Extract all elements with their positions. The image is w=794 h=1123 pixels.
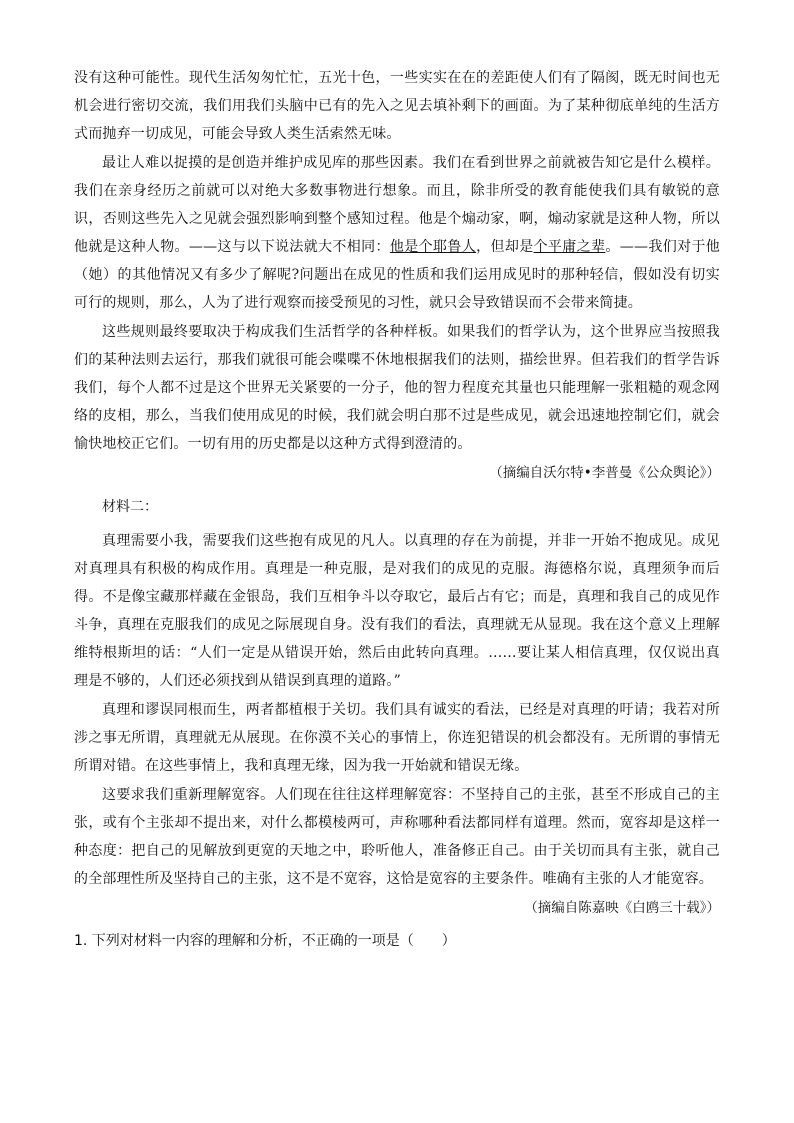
material1-p2-text-a: 最让人难以捉摸的是创造并维护成见库的那些因素。我们在看到世界之前就被告知它是什么模样。我们在亲身经历之前就可以对绝大多数事物进行想象。而且，除非所受的教育能使我们具有敏锐的意识，否则这些先入之见就会强烈影响到整个感知过程。他是个煽动家，啊，煽动家就是这种人物，所以他就是这种人物。——这与以下说法就大不相同： — [74, 155, 720, 255]
material2-paragraph-3: 这要求我们重新理解宽容。人们现在往往这样理解宽容：不坚持自己的主张，甚至不形成自己的主张，或有个主张却不提出来，对什么都模棱两可，声称哪种看法都同样有道理。然而，宽容却是这样一种态度：把自己的见解放到更宽的天地之中，聆听他人，准备修正自己。由于关切而具有主张，就自己的全部理性所及坚持自己的主张，这不是不宽容，这恰是宽容的主要条件。唯确有主张的人才能宽容。 — [74, 787, 720, 887]
material2-source: （摘编自陈嘉映《白鸥三十载》） — [524, 900, 720, 916]
material1-p2-text-b: ，但却是 — [476, 239, 534, 255]
material1-paragraph-2 — [74, 149, 720, 317]
material1-p2-text-c: 。——我们对于他（她）的其他情况又有多少了解呢?问题出在成见的性质和我们运用成见时的那种轻信，假如没有切实可行的规则，那么，人为了进行观察而接受预见的习性，就只会导致错误而不会带来简捷。 — [74, 239, 721, 311]
material1-paragraph-3: 这些规则最终要取决于构成我们生活哲学的各种样板。如果我们的哲学认为，这个世界应当按照我们的某种法则去运行，那我们就很可能会喋喋不休地根据我们的法则，描绘世界。但若我们的哲学告诉我们，每个人都不过是这个世界无关紧要的一分子，他的智力程度充其量也只能理解一张粗糙的观念网络的皮相，那么，当我们使用成见的时候，我们就会明白那不过是些成见，就会迅速地控制它们，就会愉快地校正它们。一切有用的历史都是以这种方式得到澄清的。 — [74, 324, 720, 452]
question-1: 1. 下列对材料一内容的理解和分析，不正确的一项是（ ） — [74, 933, 456, 949]
material1-paragraph-1: 没有这种可能性。现代生活匆匆忙忙，五光十色，一些实实在在的差距使人们有了隔阂，既无时间也无机会进行密切交流，我们用我们头脑中已有的先入之见去填补剩下的画面。为了某种彻底单纯的生活方式而抛弃一切成见，可能会导致人类生活索然无味。 — [74, 70, 720, 142]
material2-paragraph-2: 真理和谬误同根而生，两者都植根于关切。我们具有诚实的看法，已经是对真理的吁请；我若对所涉之事无所谓，真理就无从展现。在你漠不关心的事情上，你连犯错误的机会都没有。无所谓的事情无所谓对错。在这些事情上，我和真理无缘，因为我一开始就和错误无缘。 — [74, 702, 720, 774]
material1-source: （摘编自沃尔特•李普曼《公众舆论》） — [489, 465, 720, 481]
material2-label: 材料二： — [102, 499, 158, 515]
document-body — [74, 64, 720, 954]
material2-paragraph-1: 真理需要小我，需要我们这些抱有成见的凡人。以真理的存在为前提，并非一开始不抱成见。成见对真理具有积极的构成作用。真理是一种克服，是对我们的成见的克服。海德格尔说，真理须争而后得。不是像宝藏那样藏在金银岛，我们互相争斗以夺取它，最后占有它；而是，真理和我自己的成见作斗争，真理在克服我们的成见之际展现自身。没有我们的看法，真理就无从显现。我在这个意义上理解维特根斯坦的话：“人们一定是从错误开始，然后由此转向真理。……要让某人相信真理，仅仅说出真理是不够的，人们还必须找到从错误到真理的道路。” — [74, 533, 720, 689]
underlined-phrase-1: 他是个耶鲁人 — [389, 239, 477, 255]
underlined-phrase-2: 个平庸之辈 — [533, 239, 606, 255]
